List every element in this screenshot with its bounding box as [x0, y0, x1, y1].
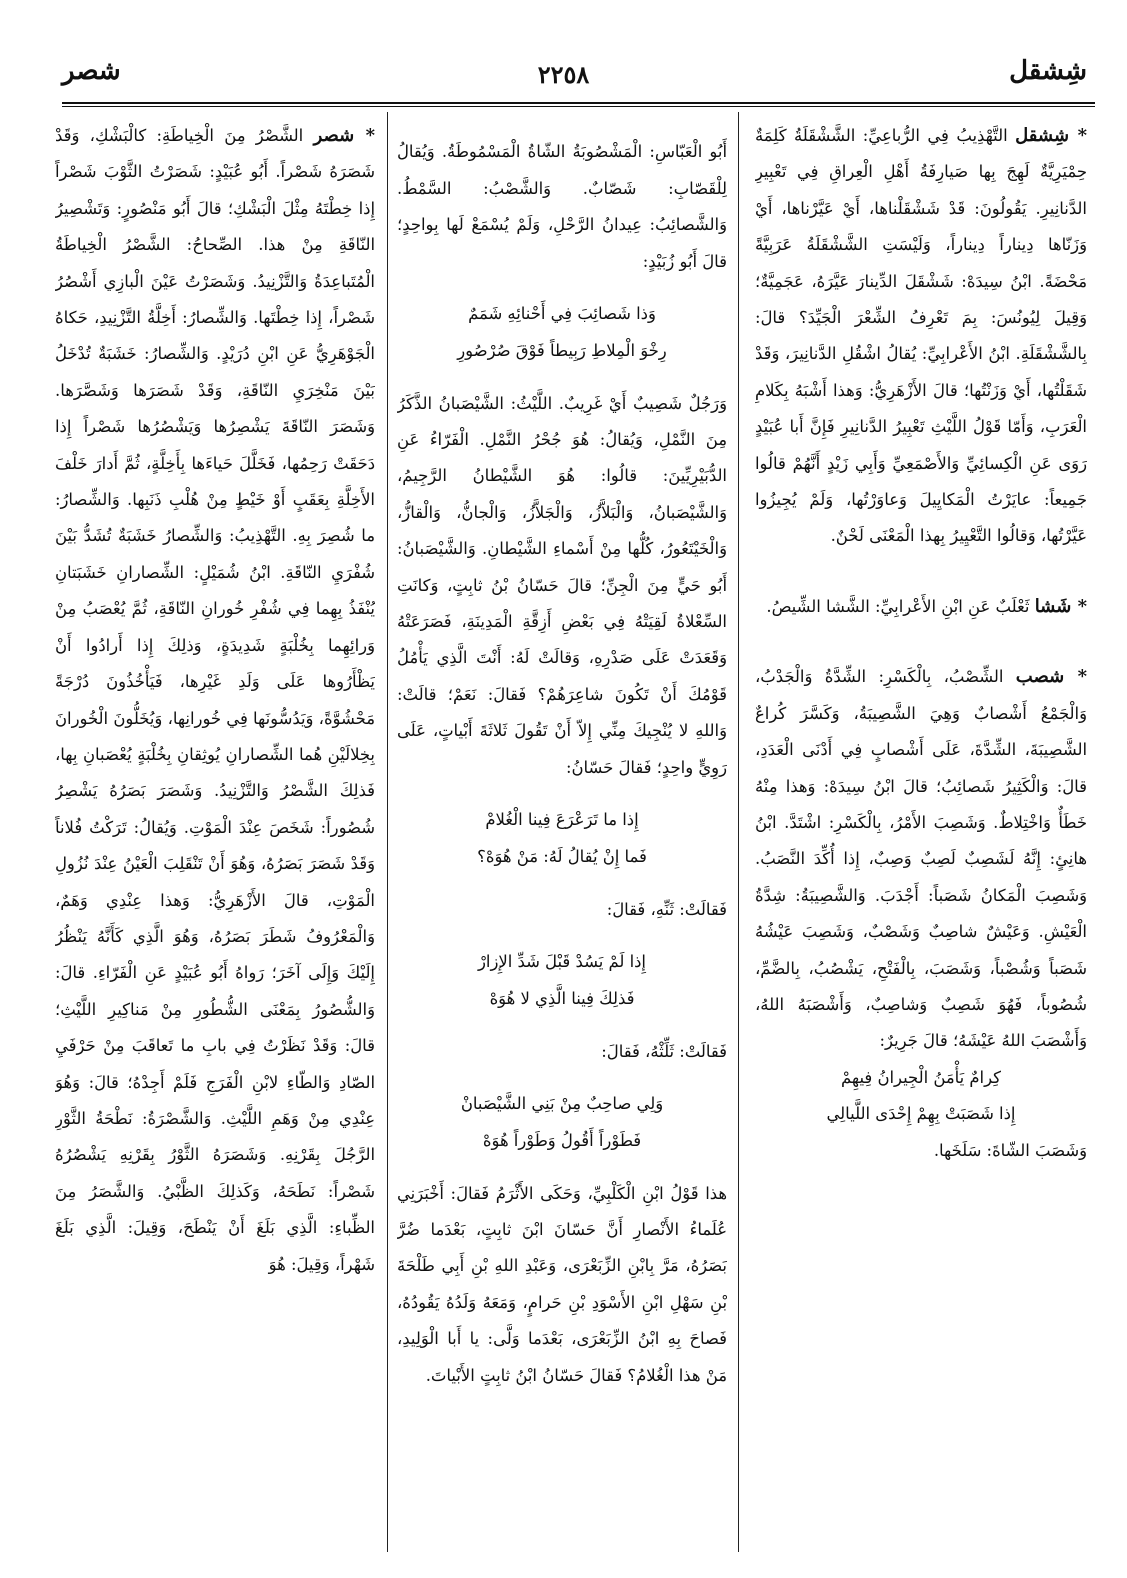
entry-text: أَبُو الْعَبّاسِ: الْمَشْصُوبَةُ الشّاةُ الْمَسْمُوطَةُ. وَيُقالُ لِلْقَصّابِ: شَصّابٌ. وَالشَّصْبُ: السَّمْطُ. وَالشَّصائِبُ: عِيدانُ الرَّحْلِ، وَلَمْ يُسْمَعْ لَها بِواحِدٍ؛ قالَ أَبُو زُبَيْدٍ: — [397, 142, 727, 271]
verse-prompt: فَقالَتْ: ثَلِّثْهُ، فَقالَ: — [601, 1041, 727, 1061]
entry-head: * شصر — [313, 125, 375, 146]
entry-text: وَرَجُلٌ شَصِيبٌ أَيْ غَرِيبٌ. اللَّيْثُ: الشَّيْصَبانُ الذَّكَرُ مِنَ النَّمْلِ، وَيُقالُ: هُوَ جُحْرُ النَّمْلِ. الْفَرّاءُ عَنِ الدُّبَيْرِيِّينَ: قالُوا: هُوَ الشَّيْطانُ الرَّجِيمُ، وَالشَّيْصَبانُ، وَالْبَلاَّزُ، وَالْجَلاَّزُ، وَالْجانُّ، وَالْقازُّ، وَالْخَيْتَعُورُ، كُلُّها مِنْ أَسْماءِ الشَّيْطانِ. وَالشَّيْصَبانُ: أَبُو حَيٍّ مِنَ الْجِنِّ؛ قالَ حَسّانُ بْنُ ثابِتٍ، وَكانَتِ السِّعْلاةُ لَقِيَتْهُ فِي بَعْضِ أَزِقَّةِ الْمَدِينَةِ، فَصَرَعَتْهُ وَقَعَدَتْ عَلَى صَدْرِهِ، وَقالَتْ لَهُ: أَنْتَ الَّذِي يَأْمُلُ قَوْمُكَ أَنْ تَكُونَ شاعِرَهُمْ؟ فَقالَ: نَعَمْ؛ قالَتْ: وَاللهِ لا يُنْجِيكَ مِنِّي إِلاّ أَنْ تَقُولَ ثَلاثَةَ أَبْياتٍ، عَلَى رَوِيٍّ واحِدٍ؛ فَقالَ حَسّانُ: — [397, 393, 727, 777]
entry-shasha — [755, 589, 1087, 625]
column-left — [55, 118, 375, 1558]
verse-line: فَطَوْراً أَقُولُ وَطَوْراً هُوَهْ — [482, 1130, 642, 1150]
column-right — [755, 118, 1087, 1558]
verse-line: إِذا شَصَبَتْ بِهِمْ إِحْدَى اللَّيالِي — [826, 1104, 1016, 1124]
entry-text: التَّهْذِيبُ فِي الرُّباعِيِّ: الشَّشْقَلَةُ كَلِمَةٌ حِمْيَرِيَّةٌ لَهِجَ بِها صَيارِفَةُ أَهْلِ الْعِراقِ فِي تَعْبِيرِ الدَّنانِيرِ. يَقُولُونَ: قَدْ شَشْقَلْناها، أَيْ عَيَّرْناها، أَيْ وَزَنّاها دِيناراً دِيناراً، وَلَيْسَتِ الشَّشْقَلَةُ عَرَبِيَّةً مَحْضَةً. ابْنُ سِيدَهْ: شَشْقَلَ الدِّينارَ عَيَّرَهُ، عَجَمِيَّةٌ؛ وَقِيلَ لِيُونُسَ: بِمَ تَعْرِفُ الشِّعْرَ الْجَيِّدَ؟ قالَ: بِالشَّشْقَلَةِ. ابْنُ الأَعْرابِيِّ: يُقالُ اشْقُلِ الدَّنانِيرَ، وَقَدْ شَقَلْتُها، أَيْ وَزَنْتُها؛ قالَ الأَزْهَرِيُّ: وَهذا أَشْبَهُ بِكَلامِ الْعَرَبِ، وَأَمّا قَوْلُ اللَّيْثِ تَعْبِيرُ الدَّنانِيرِ فَإِنَّ أَبا عُبَيْدٍ رَوَى عَنِ الْكِسائِيِّ وَالأَصْمَعِيِّ وَأَبِي زَيْدٍ أَنَّهُمْ قالُوا جَمِيعاً: عايَرْتُ الْمَكايِيلَ وَعاوَرْتُها، وَلَمْ يُجِيزُوا عَيَّرْتُها، وَقالُوا التَّعْيِيرُ بِهذا الْمَعْنَى لَحْنٌ. — [755, 126, 1087, 546]
column-divider-left — [387, 112, 388, 1552]
column-middle — [397, 118, 727, 1558]
entry-head: * شصب — [1015, 666, 1087, 688]
column-divider-right — [738, 112, 739, 1552]
entry-text: ثَعْلَبٌ عَنِ ابْنِ الأَعْرابِيِّ: الشَّشا الشِّيصُ. — [766, 596, 1030, 616]
entry-shasab — [755, 659, 1087, 1169]
page-number: ٢٢٥٨ — [537, 60, 590, 89]
verse-line: فَذلِكَ فِينا الَّذِي لا هُوَهْ — [489, 988, 635, 1008]
verse-line: فَما إِنْ يُقالُ لَهُ: مَنْ هُوَهْ؟ — [477, 846, 647, 866]
header-entry-word-left: شصر — [62, 56, 121, 86]
verse-line: وَذا شَصائِبَ فِي أَحْنائِهِ شَمَمٌ — [468, 304, 656, 324]
header-rule-thin — [62, 106, 1095, 107]
entry-text: الشِّصْبُ، بِالْكَسْرِ: الشِّدَّةُ وَالْجَدْبُ، وَالْجَمْعُ أَشْصابٌ وَهِيَ الشَّصِيبَةُ، وَكَسَّرَ كُراعٌ الشَّصِيبَةَ، الشِّدَّةَ، عَلَى أَشْصابٍ فِي أَدْنَى الْعَدَدِ، قالَ: وَالْكَثِيرُ شَصائِبُ؛ قالَ ابْنُ سِيدَهْ: وَهذا مِنْهُ خَطَأٌ وَاخْتِلاطٌ. وَشَصِبَ الأَمْرُ، بِالْكَسْرِ: اشْتَدَّ. ابْنُ هانِئٍ: إِنَّهُ لَشَصِبٌ لَصِبٌ وَصِبٌ، إِذا أُكِّدَ النَّصَبُ. وَشَصِبَ الْمَكانُ شَصَباً: أَجْدَبَ. وَالشَّصِيبَةُ: شِدَّةُ الْعَيْشِ. وَعَيْشٌ شاصِبٌ وَشَصْبٌ، وَشَصِبَ عَيْشُهُ شَصَباً وَشُصْباً، وَشَصَبَ، بِالْفَتْحِ، يَشْصُبُ، بِالضَّمِّ، شُصُوباً، فَهُوَ شَصِبٌ وَشاصِبٌ، وَأَشْصَبَهُ اللهُ، وَأَشْصَبَ اللهُ عَيْشَهُ؛ قالَ جَرِيرٌ: — [755, 667, 1087, 1051]
entry-head: * شِشقل — [1015, 125, 1087, 146]
entry-text: وَشَصَبَ الشّاةَ: سَلَخَها. — [933, 1140, 1087, 1160]
verse-line: إِذا ما تَرَعْرَعَ فِينا الْغُلامْ — [485, 810, 639, 830]
entry-shasar — [55, 118, 375, 1283]
entry-text: هذا قَوْلُ ابْنِ الْكَلْبِيِّ، وَحَكَى الأَثْرَمُ فَقالَ: أَخْبَرَنِي عُلَماءُ الأَنْصارِ أَنَّ حَسّانَ ابْنَ ثابِتٍ، بَعْدَما ضُرَّ بَصَرُهُ، مَرَّ بِابْنِ الزِّبَعْرَى، وَعَبْدِ اللهِ بْنِ أَبِي طَلْحَةَ بْنِ سَهْلِ ابْنِ الأَسْوَدِ بْنِ حَرامٍ، وَمَعَهُ وَلَدُهُ يَقُودُهُ، فَصاحَ بِهِ ابْنُ الزِّبَعْرَى، بَعْدَما وَلَّى: يا أَبا الْوَلِيدِ، مَنْ هذا الْغُلامُ؟ فَقالَ حَسّانُ ابْنُ ثابِتٍ الأَبْياتَ. — [397, 1183, 727, 1385]
verse-line: رِخْوَ الْمِلاطِ رَبِيطاً فَوْقَ صُرْصُورِ — [457, 340, 667, 360]
entry-head: * شَشا — [1034, 595, 1087, 617]
header-rule — [62, 102, 1095, 104]
header-entry-word-right: شِشقل — [1009, 56, 1087, 86]
entry-shashqal — [755, 118, 1087, 555]
verse-prompt: فَقالَتْ: ثَنِّهِ، فَقالَ: — [606, 899, 727, 919]
verse-line: وَلِي صاحِبٌ مِنْ بَنِي الشَّيْصَبانْ — [460, 1094, 664, 1114]
verse-line: كِرامٌ يَأْمَنُ الْجِيرانُ فِيهِمْ — [841, 1067, 1001, 1087]
entry-text: الشَّصْرُ مِنَ الْخِياطَةِ: كالْبَشْكِ، وَقَدْ شَصَرَهُ شَصْراً. أَبُو عُبَيْدٍ: شَصَرْتُ الثَّوْبَ شَصْراً إِذا خِطْتَهُ مِثْلَ الْبَشْكِ؛ قالَ أَبُو مَنْصُورٍ: وَتَشْصِيرُ النّاقَةِ مِنْ هذا. الصِّحاحُ: الشَّصْرُ الْخِياطَةُ الْمُتَباعِدَةُ وَالتَّزْنِيدُ. وَشَصَرْتُ عَيْنَ الْبازِي أَشْصُرُ شَصْراً، إِذا خِطْتَها. وَالشِّصارُ: أَخِلَّةُ التَّزْنِيدِ، حَكاهُ الْجَوْهَرِيُّ عَنِ ابْنِ دُرَيْدٍ. وَالشِّصارُ: خَشَبَةٌ تُدْخَلُ بَيْنَ مَنْخِرَيِ النّاقَةِ، وَقَدْ شَصَرَها وَشَصَّرَها. وَشَصَرَ النّاقَةَ يَشْصِرُها وَيَشْصُرُها شَصْراً إِذا دَحَقَتْ رَحِمُها، فَخَلَّلَ حَياءَها بِأَخِلَّةٍ، ثُمَّ أَدارَ خَلْفَ الأَخِلَّةِ بِعَقَبٍ أَوْ خَيْطٍ مِنْ هُلْبِ ذَنَبِها. وَالشِّصارُ: ما شُصِرَ بِهِ. التَّهْذِيبُ: وَالشِّصارُ خَشَبَةٌ تُشَدُّ بَيْنَ شُفْرَيِ النّاقَةِ. ابْنُ شُمَيْلٍ: الشِّصارانِ خَشَبَتانِ يُنْفَذُ بِهِما فِي شُفْرِ خُورانِ النّاقَةِ، ثُمَّ يُعْصَبُ مِنْ وَرائِهِما بِخُلْبَةٍ شَدِيدَةٍ، وَذلِكَ إِذا أَرادُوا أَنْ يَظْأَرُوها عَلَى وَلَدِ غَيْرِها، فَيَأْخُذُونَ دُرْجَةً مَحْشُوَّةً، وَيَدُسُّونَها فِي خُورانِها، وَيُخَلُّونَ الْخُورانَ بِخِلالَيْنِ هُما الشِّصارانِ يُوثِقانِ بِخُلْبَةٍ يُعْصَبانِ بِها، فَذلِكَ الشَّصْرُ وَالتَّزْنِيدُ. وَشَصَرَ بَصَرُهُ يَشْصِرُ شُصُوراً: شَخَصَ عِنْدَ الْمَوْتِ. وَيُقالُ: تَرَكْتُ فُلاناً وَقَدْ شَصَرَ بَصَرُهُ، وَهُوَ أَنْ تَنْقَلِبَ الْعَيْنُ عِنْدَ نُزُولِ الْمَوْتِ، قالَ الأَزْهَرِيُّ: وَهذا عِنْدِي وَهَمٌ، وَالْمَعْرُوفُ شَطَرَ بَصَرُهُ، وَهُوَ الَّذِي كَأَنَّهُ يَنْظُرُ إِلَيْكَ وَإِلَى آخَرَ؛ رَواهُ أَبُو عُبَيْدٍ عَنِ الْفَرّاءِ. قالَ: وَالشُّصُورُ بِمَعْنَى الشُّطُورِ مِنْ مَناكِيرِ اللَّيْثِ؛ قالَ: وَقَدْ نَظَرْتُ فِي بابِ ما تَعاقَبَ مِنْ حَرْفَيِ الصّادِ وَالطّاءِ لابْنِ الْفَرَجِ فَلَمْ أَجِدْهُ؛ قالَ: وَهُوَ عِنْدِي مِنْ وَهَمِ اللَّيْثِ. وَالشَّصْرَةُ: نَطْحَةُ الثَّوْرِ الرَّجُلَ بِقَرْنِهِ. وَشَصَرَهُ الثَّوْرُ بِقَرْنِهِ يَشْصُرُهُ شَصْراً: نَطَحَهُ، وَكَذلِكَ الظَّبْيُ. وَالشَّصَرُ مِنَ الظِّباءِ: الَّذِي بَلَغَ أَنْ يَنْطَحَ، وَقِيلَ: الَّذِي بَلَغَ شَهْراً، وَقِيلَ: هُوَ — [55, 126, 375, 1274]
verse-line: إِذا لَمْ يَسُدْ قَبْلَ شَدِّ الإِزارْ — [478, 952, 646, 972]
